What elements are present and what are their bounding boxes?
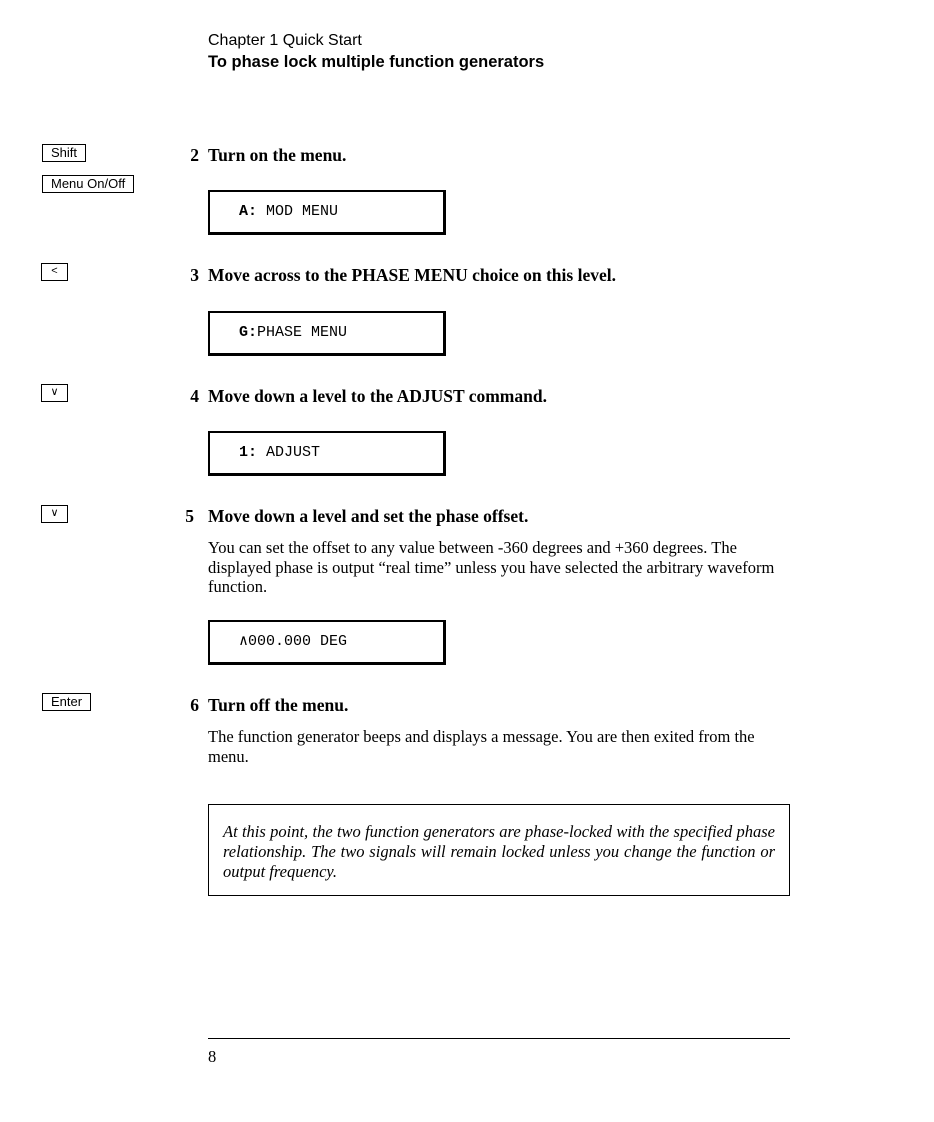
enter-key: Enter bbox=[42, 693, 91, 711]
step-2-number: 2 bbox=[190, 145, 199, 165]
display-text: ADJUST bbox=[257, 444, 321, 461]
display-phase-menu bbox=[208, 311, 446, 356]
menu-on-off-key: Menu On/Off bbox=[42, 175, 134, 193]
display-text: PHASE MENU bbox=[257, 324, 348, 341]
step-6-body: The function generator beeps and displays a message. You are then exited from the menu. bbox=[208, 727, 755, 766]
step-4-number: 4 bbox=[190, 386, 199, 406]
chapter-heading: Chapter 1 Quick Start bbox=[208, 32, 362, 49]
step-6-title: Turn off the menu. bbox=[208, 695, 349, 715]
display-prefix: 1: bbox=[239, 444, 258, 461]
display-prefix: A: bbox=[239, 203, 258, 220]
display-mod-menu bbox=[208, 190, 446, 235]
step-5-title: Move down a level and set the phase offset. bbox=[208, 506, 529, 526]
display-prefix: G: bbox=[239, 324, 258, 341]
step-5-number: 5 bbox=[185, 506, 194, 526]
step-4-title: Move down a level to the ADJUST command. bbox=[208, 386, 547, 406]
down-arrow-key: ∨ bbox=[41, 505, 68, 523]
display-phase-degrees bbox=[208, 620, 446, 665]
display-text: ∧000.000 DEG bbox=[239, 633, 348, 650]
left-arrow-key: < bbox=[41, 263, 68, 281]
shift-key: Shift bbox=[42, 144, 86, 162]
footer-rule bbox=[208, 1038, 790, 1039]
section-title: To phase lock multiple function generators bbox=[208, 53, 545, 71]
step-5-body: You can set the offset to any value between -360 degrees and +360 degrees. The displayed phase is output “real time” unless you have selected the arbitrary waveform function. bbox=[208, 538, 775, 596]
display-adjust bbox=[208, 431, 446, 476]
step-6-number: 6 bbox=[190, 695, 199, 715]
display-text: MOD MENU bbox=[257, 203, 339, 220]
down-arrow-key: ∨ bbox=[41, 384, 68, 402]
step-2-title: Turn on the menu. bbox=[208, 145, 347, 165]
note-box: At this point, the two function generators are phase-locked with the specified phase relationship. The two signals will remain locked unless you change the function or output frequency. bbox=[208, 804, 790, 896]
step-3-number: 3 bbox=[190, 265, 199, 285]
step-3-title: Move across to the PHASE MENU choice on this level. bbox=[208, 265, 616, 285]
page-number: 8 bbox=[208, 1047, 217, 1066]
